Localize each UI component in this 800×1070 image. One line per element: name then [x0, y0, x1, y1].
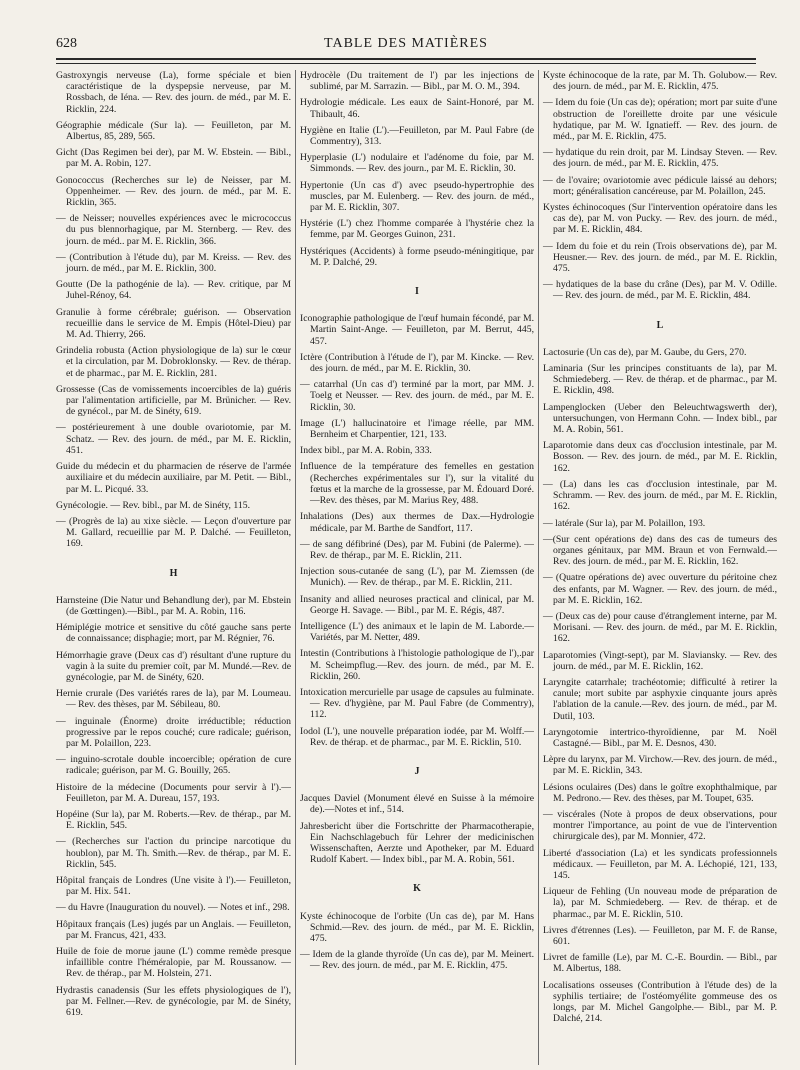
index-entry: Lampenglocken (Ueber den Beleuchtwagswerth der), untersuchungen, von Hermann Cohn. — Index bibl., par M. A. Robin, 561.: [543, 401, 777, 436]
index-columns: [52, 70, 782, 1065]
index-entry: Laryngotomie intertrico-thyroïdienne, par M. Noël Castagné.— Bibl., par M. E. Desnos, 430.: [543, 726, 777, 749]
index-entry: Insanity and allied neuroses practical and clinical, par M. George H. Savage. — Bibl., par M. E. Régis, 487.: [300, 593, 534, 616]
index-entry: — du Havre (Inauguration du nouvel). — Notes et inf., 298.: [56, 902, 290, 914]
index-entry: Hydrologie médicale. Les eaux de Saint-Honoré, par M. Thibault, 46.: [300, 97, 534, 120]
index-entry: Gynécologie. — Rev. bibl., par M. de Sinéty, 115.: [56, 499, 250, 511]
index-entry: Hygiène en Italie (L').—Feuilleton, par M. Paul Fabre (de Commentry), 313.: [300, 124, 534, 148]
index-entry: Hystérie (L') chez l'homme comparée à l'hystérie chez la femme, par M. Georges Guinon, 231.: [300, 218, 534, 241]
index-entry: Géographie médicale (Sur la). — Feuilleton, par M. Albertus, 85, 289, 565.: [56, 119, 291, 143]
index-entry: — (Recherches sur l'action du principe narcotique du houblon), par M. Th. Smith.—Rev. de thérap., par M. E. Ricklin, 545.: [56, 836, 291, 870]
index-entry: — Idem du foie et du rein (Trois observations de), par M. Heusner.— Rev. des journ. de méd., par M. E. Ricklin, 475.: [543, 240, 777, 275]
index-entry: Gastroxyngis nerveuse (La), forme spéciale et bien caractéristique de la dyspepsie nerveuse, par M. Rossbach, de Iéna. — Rev. des journ. de méd., par M. E. Ricklin, 224.: [56, 70, 291, 115]
index-entry: Intelligence (L') des animaux et le lapin de M. Laborde.—Variétés, par M. Netter, 489.: [300, 620, 534, 644]
index-entry: — inguino-scrotale double incoercible; opération de cure radicale; guérison, par M. G. Bouilly, 265.: [56, 754, 291, 777]
index-entry: Livret de famille (Le), par M. C.-E. Bourdin. — Bibl., par M. Albertus, 188.: [543, 952, 777, 975]
index-entry: Lactosurie (Un cas de), par M. Gaube, du Gers, 270.: [543, 346, 747, 358]
index-entry: Injection sous-cutanée de sang (L'), par M. Ziemssen (de Munich). — Rev. de thérap., par M. E. Ricklin, 211.: [300, 566, 534, 589]
index-entry: — catarrhal (Un cas d') terminé par la mort, par MM. J. Toelg et Neusser. — Rev. des journ. de méd., par M. E. Ricklin, 30.: [300, 379, 534, 413]
index-entry: Histoire de la médecine (Documents pour servir à l').—Feuilleton, par M. A. Dureau, 157, 193.: [56, 781, 291, 804]
index-entry: — (Contribution à l'étude du), par M. Kreiss. — Rev. des journ. de méd., par M. E. Ricklin, 300.: [56, 251, 291, 275]
index-entry: Hyperplasie (L') nodulaire et l'adénome du foie, par M. Simmonds. — Rev. des journ., par M. E. Ricklin, 30.: [300, 152, 534, 175]
index-entry: Image (L') hallucinatoire et l'image réelle, par MM. Bernheim et Charpentier, 121, 133.: [300, 417, 534, 441]
index-entry: — (Deux cas de) pour cause d'étranglement interne, par M. Morisani. — Rev. des journ. de méd., par M. E. Ricklin, 162.: [543, 610, 777, 645]
index-entry: — (Progrès de la) au xixe siècle. — Leçon d'ouverture par M. Gallard, recueillie par M. P. Dalché. — Feuilleton, 169.: [56, 515, 291, 550]
index-entry: — hydatiques de la base du crâne (Des), par M. V. Odille. — Rev. des journ. de méd., par M. E. Ricklin, 484.: [543, 279, 777, 302]
index-entry: Grossesse (Cas de vomissements incoercibles de la) guéris par l'alimentation artificielle, par M. Brünicher. — Rev. de gynécol., par M. de Sinéty, 619.: [56, 383, 291, 418]
index-entry: Livres d'étrennes (Les). — Feuilleton, par M. F. de Ranse, 601.: [543, 924, 777, 947]
index-entry: Guide du médecin et du pharmacien de réserve de l'armée auxiliaire et du médecin auxiliaire, par M. Petit. — Bibl., par M. L. Picqué. 33.: [56, 461, 291, 495]
index-entry: Iconographie pathologique de l'œuf humain fécondé, par M. Martin Saint-Ange. — Feuilleton, par M. Berrut, 445, 457.: [300, 313, 534, 347]
index-entry: Hémiplégie motrice et sensitive du côté gauche sans perte de connaissance; disphagie; mort, par M. Régnier, 76.: [56, 622, 291, 645]
index-entry: — Idem de la glande thyroïde (Un cas de), par M. Meinert. — Rev. des journ. de méd., par M. E. Ricklin, 475.: [300, 949, 534, 972]
index-entry: Huile de foie de morue jaune (L') comme remède presque infaillible contre l'héméralopie, par M. Roussanow. — Rev. de thérap., par M. Holstein, 271.: [56, 946, 291, 980]
index-entry: Hopéine (Sur la), par M. Roberts.—Rev. de thérap., par M. E. Ricklin, 545.: [56, 808, 291, 832]
index-entry: Gonococcus (Recherches sur le) de Neisser, par M. Oppenheimer. — Rev. des journ. de méd., par M. E. Ricklin, 365.: [56, 174, 291, 209]
index-entry: —(Sur cent opérations de) dans des cas de tumeurs des organes génitaux, par MM. Braun et von Fernwald.—Rev. des journ. de méd., par M. E. Ricklin, 162.: [543, 533, 777, 568]
index-entry: Laryngite catarrhale; trachéotomie; difficulté à retirer la canule; mort subite par asphyxie cinquante jours après l'ablation de la canule.—Rev. des journ. de méd., par M. Dutil, 103.: [543, 676, 777, 722]
index-entry: Ictère (Contribution à l'étude de l'), par M. Kincke. — Rev. des journ. de méd., par M. E. Ricklin, 30.: [300, 351, 534, 375]
index-entry: Kystes échinocoques (Sur l'intervention opératoire dans les cas de), par M. von Pucky. — Rev. des journ. de méd., par M. E. Ricklin, 484.: [543, 202, 777, 236]
section-letter-heading: L: [656, 319, 664, 331]
index-entry: Hystériques (Accidents) à forme pseudo-méningitique, par M. P. Dalché, 29.: [300, 245, 534, 268]
index-entry: — de Neisser; nouvelles expériences avec le micrococcus du pus blennorhagique, par M. Sternberg. — Rev. des journ. de méd.. par M. E. Ricklin, 366.: [56, 213, 291, 247]
index-entry: Hydrastis canadensis (Sur les effets physiologiques de l'), par M. Fellner.—Rev. de gynécologie, par M. de Sinéty, 619.: [56, 984, 291, 1019]
index-entry: — Idem du foie (Un cas de); opération; mort par suite d'une obstruction de l'oreillette droite par une vésicule hydatique, par M. W. Ignatieff. — Rev. des journ. de méd., par M. E. Ricklin, 475.: [543, 97, 777, 143]
index-entry: Liqueur de Fehling (Un nouveau mode de préparation de la), par M. Schmiedeberg. — Rev. de thérap. et de pharmac., par M. E. Ricklin, 510.: [543, 886, 777, 920]
index-entry: Hôpital français de Londres (Une visite à l').— Feuilleton, par M. Hix. 541.: [56, 874, 291, 898]
index-entry: Laparotomie dans deux cas d'occlusion intestinale, par M. Bosson. — Rev. des journ. de méd., par M. E. Ricklin, 162.: [543, 440, 777, 474]
section-letter-heading: I: [415, 286, 419, 298]
index-entry: Gicht (Das Regimen bei der), par M. W. Ebstein. — Bibl., par M. A. Robin, 127.: [56, 147, 291, 170]
section-letter-heading: J: [414, 765, 420, 777]
index-entry: — viscérales (Note à propos de deux observations, pour montrer l'importance, au point de vue de l'intervention chirurgicale des), par M. Monnier, 472.: [543, 808, 777, 843]
index-column-2: [295, 70, 538, 1065]
index-entry: — inguinale (Énorme) droite irréductible; réduction progressive par le repos couché; cure radicale; guérison, par M. Polaillon, 223.: [56, 715, 291, 749]
index-entry: Intestin (Contributions à l'histologie pathologique de l'),.par M. Scheimpflug.—Rev. des journ. de méd., par M. E. Ricklin, 260.: [300, 648, 534, 682]
section-letter-heading: H: [169, 567, 178, 579]
page-number: 628: [56, 36, 77, 51]
index-entry: Inhalations (Des) aux thermes de Dax.—Hydrologie médicale, par M. Barthe de Sandfort, 117.: [300, 511, 534, 534]
index-entry: Kyste échinocoque de l'orbite (Un cas de), par M. Hans Schmid.—Rev. des journ. de méd., par M. E. Ricklin, 475.: [300, 910, 534, 944]
index-entry: Jahresbericht über die Fortschritte der Pharmacotherapie, Ein Nachschlagebuch für Lehrer der medicinischen Wissenschaften, Aerzte und Apotheker, par M. Eduard Rudolf Kabert. — Index bibl., par M. A. Robin, 561.: [300, 820, 534, 866]
index-entry: Goutte (De la pathogénie de la). — Rev. critique, par M Juhel-Rénoy, 64.: [56, 279, 291, 302]
index-entry: — (La) dans les cas d'occlusion intestinale, par M. Schramm. — Rev. des journ. de méd., par M. E. Ricklin, 162.: [543, 478, 777, 513]
index-column-1: [52, 70, 295, 1065]
index-column-3: [538, 70, 781, 1065]
index-entry: Hôpitaux français (Les) jugés par un Anglais. — Feuilleton, par M. Francus, 421, 433.: [56, 918, 291, 941]
index-entry: Intoxication mercurielle par usage de capsules au fulminate. — Rev. d'hygiène, par M. Paul Fabre (de Commentry), 112.: [300, 686, 534, 721]
index-entry: — de sang défibriné (Des), par M. Fubini (de Palerme). — Rev. de thérap., par M. E. Ricklin, 211.: [300, 538, 534, 561]
index-entry: Localisations osseuses (Contribution à l'étude des) de la syphilis tertiaire; de l'ostéomyélite gommeuse des os longs, par M. Michel Gangolphe.— Bibl., par M. P. Dalché, 214.: [543, 979, 777, 1025]
index-entry: Lésions oculaires (Des) dans le goître exophthalmique, par M. Pedrono.— Rev. des thèses, par M. Toupet, 635.: [543, 781, 777, 804]
index-entry: Grindelia robusta (Action physiologique de la) sur le cœur et la circulation, par M. Dobroklonsky. — Rev. de thérap. et de pharmac., par M. E. Ricklin, 281.: [56, 345, 291, 379]
header-rule: [56, 58, 756, 60]
index-entry: Laparotomies (Vingt-sept), par M. Slaviansky. — Rev. des journ. de méd., par M. E. Ricklin, 162.: [543, 649, 777, 672]
index-entry: Liberté d'association (La) et les syndicats professionnels médicaux. — Feuilleton, par M. A. Léchopié, 121, 133, 145.: [543, 847, 777, 881]
index-entry: Granulie à forme cérébrale; guérison. — Observation recueillie dans le service de M. Empis (Hôtel-Dieu) par M. Ad. Thierry, 266.: [56, 306, 291, 341]
index-entry: Iodol (L'), une nouvelle préparation iodée, par M. Wolff.—Rev. de thérap. et de pharmac., par M. E. Ricklin, 510.: [300, 725, 534, 748]
index-entry: Laminaria (Sur les principes constituants de la), par M. Schmiedeberg. — Rev. de thérap. et de pharmac., par M. E. Ricklin, 498.: [543, 363, 777, 397]
index-entry: — hydatique du rein droit, par M. Lindsay Steven. — Rev. des journ. de méd., par M. E. Ricklin, 475.: [543, 147, 777, 170]
index-entry: — postérieurement à une double ovariotomie, par M. Schatz. — Rev. des journ. de méd., par M. E. Ricklin, 451.: [56, 422, 291, 456]
index-entry: — latérale (Sur la), par M. Polaillon, 193.: [543, 517, 706, 529]
index-entry: Influence de la température des femelles en gestation (Recherches expérimentales sur l'), sur la vitalité du fœtus et la marche de la grossesse, par M. Édouard Doré.—Rev. des thèses, par M. Marius Rey, 488.: [300, 461, 534, 507]
index-entry: Hernie crurale (Des variétés rares de la), par M. Loumeau. — Rev. des thèses, par M. Sébileau, 80.: [56, 688, 291, 711]
running-title: TABLE DES MATIÈRES: [324, 36, 488, 51]
index-entry: — de l'ovaire; ovariotomie avec pédicule laissé au dehors; mort; généralisation cancéreuse, par M. Polaillon, 245.: [543, 174, 777, 197]
index-entry: Jacques Daviel (Monument élevé en Suisse à la mémoire de).—Notes et inf., 514.: [300, 793, 534, 816]
index-entry: Hémorrhagie grave (Deux cas d') résultant d'une rupture du vagin à la suite du premier coït, par M. Mundé.—Rev. de gynécologie, par M. de Sinéty, 620.: [56, 649, 291, 683]
index-entry: Harnsteine (Die Natur und Behandlung der), par M. Ebstein (de Gœttingen).—Bibl., par M. A. Robin, 116.: [56, 594, 291, 617]
index-entry: Lèpre du larynx, par M. Virchow.—Rev. des journ. de méd., par M. E. Ricklin, 343.: [543, 754, 777, 777]
index-entry: Hypertonie (Un cas d') avec pseudo-hypertrophie des muscles, par M. Eulenberg. — Rev. des journ. de méd., par M. E. Ricklin, 307.: [300, 179, 534, 214]
header-rule-thin: [56, 63, 756, 64]
index-entry: Kyste échinocoque de la rate, par M. Th. Golubow.— Rev. des journ. de méd., par M. E. Ricklin, 475.: [543, 70, 777, 93]
section-letter-heading: K: [413, 883, 421, 895]
index-entry: — (Quatre opérations de) avec ouverture du péritoine chez des enfants, par M. Wagner. — Rev. des journ. de méd., par M. E. Ricklin, 162.: [543, 572, 777, 606]
page-header: [56, 36, 756, 58]
index-entry: Index bibl., par M. A. Robin, 333.: [300, 445, 432, 457]
index-entry: Hydrocèle (Du traitement de l') par les injections de sublimé, par M. Sarrazin. — Bibl., par M. O. M., 394.: [300, 70, 534, 93]
